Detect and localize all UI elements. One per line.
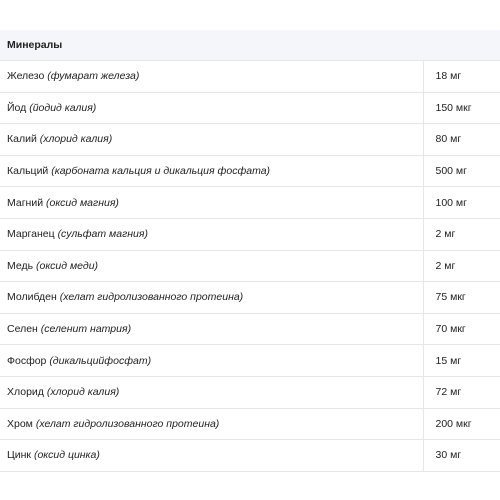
mineral-detail: (хлорид калия) <box>46 386 120 399</box>
mineral-name: Йод <box>7 101 27 114</box>
mineral-name-cell <box>0 155 423 187</box>
mineral-amount: 70 мкг <box>423 313 500 345</box>
mineral-amount: 15 мг <box>423 345 500 377</box>
mineral-name: Марганец <box>7 228 55 241</box>
mineral-detail: (фумарат железа) <box>47 70 140 83</box>
mineral-amount: 2 мг <box>423 218 500 250</box>
minerals-table-container <box>0 30 500 472</box>
mineral-name-cell <box>0 345 423 377</box>
mineral-detail: (оксид меди) <box>36 259 99 272</box>
mineral-name-cell <box>0 218 423 250</box>
table-row <box>0 155 500 187</box>
mineral-amount: 100 мг <box>423 187 500 219</box>
table-row <box>0 313 500 345</box>
mineral-name: Хлорид <box>7 386 44 399</box>
mineral-name: Калий <box>7 133 37 146</box>
mineral-name: Железо <box>7 70 45 83</box>
table-row <box>0 218 500 250</box>
mineral-amount: 200 мкг <box>423 408 500 440</box>
mineral-name: Цинк <box>7 449 32 462</box>
mineral-name-cell <box>0 187 423 219</box>
table-row <box>0 440 500 472</box>
table-row <box>0 408 500 440</box>
mineral-detail: (хелат гидролизованного протеина) <box>35 417 220 430</box>
table-header: Минералы <box>0 30 500 61</box>
mineral-name: Фосфор <box>7 354 47 367</box>
mineral-amount: 30 мг <box>423 440 500 472</box>
mineral-amount: 80 мг <box>423 124 500 156</box>
mineral-name-cell <box>0 61 423 93</box>
mineral-detail: (дикальцийфосфат) <box>49 354 152 367</box>
mineral-amount: 2 мг <box>423 250 500 282</box>
mineral-name: Магний <box>7 196 44 209</box>
table-row <box>0 345 500 377</box>
table-header-row <box>0 30 500 61</box>
mineral-name-cell <box>0 124 423 156</box>
mineral-name-cell <box>0 282 423 314</box>
table-row <box>0 61 500 93</box>
table-row <box>0 250 500 282</box>
mineral-detail: (оксид цинка) <box>33 449 100 462</box>
mineral-detail: (хелат гидролизованного протеина) <box>59 291 244 304</box>
mineral-name-cell <box>0 408 423 440</box>
mineral-detail: (карбоната кальция и дикальция фосфата) <box>51 165 271 178</box>
mineral-detail: (сульфат магния) <box>57 228 148 241</box>
mineral-amount: 500 мг <box>423 155 500 187</box>
mineral-name-cell <box>0 92 423 124</box>
minerals-table <box>0 30 500 472</box>
mineral-name: Селен <box>7 323 38 336</box>
mineral-name-cell <box>0 376 423 408</box>
mineral-name-cell <box>0 440 423 472</box>
mineral-amount: 18 мг <box>423 61 500 93</box>
table-row <box>0 124 500 156</box>
table-row <box>0 376 500 408</box>
table-row <box>0 187 500 219</box>
mineral-amount: 75 мкг <box>423 282 500 314</box>
mineral-detail: (селенит натрия) <box>40 323 132 336</box>
mineral-detail: (оксид магния) <box>46 196 119 209</box>
mineral-name: Хром <box>7 417 33 430</box>
mineral-amount: 72 мг <box>423 376 500 408</box>
mineral-detail: (йодид калия) <box>29 101 97 114</box>
mineral-name-cell <box>0 250 423 282</box>
mineral-name: Медь <box>7 259 34 272</box>
table-row <box>0 92 500 124</box>
mineral-name-cell <box>0 313 423 345</box>
mineral-name: Молибден <box>7 291 57 304</box>
mineral-name: Кальций <box>7 165 49 178</box>
mineral-detail: (хлорид калия) <box>39 133 113 146</box>
table-row <box>0 282 500 314</box>
mineral-amount: 150 мкг <box>423 92 500 124</box>
